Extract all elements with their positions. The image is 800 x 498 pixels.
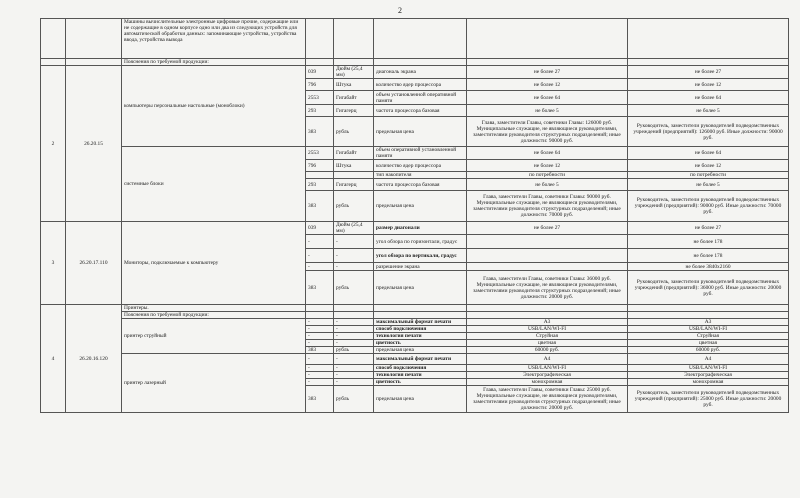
table-row: - - угол обзора по вертикали, градус не более 178	[41, 249, 789, 263]
table-row: 293 Гигагерц частота процессора базовая не более 5 не более 5	[41, 105, 789, 117]
table-row: 383 рубль предельная цена Глава, заместители Главы, советники Главы: 36000 руб. Муниципальные служащие, не являющиеся руководителями, заместителями руководителя структурных подразделений; иные должности: 20000 руб. Руководитель, заместители руководителей подведомственных учреждений (предприятий): 36000 руб. Иные должности: 20000 руб.	[41, 271, 789, 305]
group-number: 2	[41, 66, 66, 222]
table-row	[41, 312, 789, 319]
table-row: 3 26.20.17.110 Мониторы, подключаемые к компьютеру 039 Дюйм (25,4 мм) размер диагонали не более 27 не более 27	[41, 222, 789, 235]
okpd-code: 26.20.16.120	[66, 305, 122, 413]
table-row: - - цветность монохромная монохромная	[41, 379, 789, 386]
table-row: тип накопителя по потребности по потребности	[41, 172, 789, 179]
table-row: - - способ подключения USB/LAN/WI-FI USB/LAN/WI-FI	[41, 326, 789, 333]
table-row: - - угол обзора по горизонтали, градус не более 178	[41, 235, 789, 249]
printers-label: Принтеры.	[122, 305, 306, 312]
explanations-label: Пояснения по требуемой продукции:	[122, 59, 306, 66]
table-row: 796 Штука количество ядер процессора не более 12 не более 12	[41, 79, 789, 91]
machines-description: Машины вычислительные электронные цифровые прочие, содержащие или не содержащие в одном корпусе одно или два из следующих устройств для автоматической обработки данных: запоминающие устройства, устройства ввода, устройства вывода	[122, 19, 306, 59]
table-row: принтер лазерный - - максимальный формат печати А4 А4	[41, 354, 789, 365]
okpd-code: 26.20.17.110	[66, 222, 122, 305]
product-name: компьютеры персональные настольные (моноблоки)	[122, 66, 306, 147]
page-number: 2	[398, 6, 402, 15]
product-name: системные блоки	[122, 147, 306, 222]
product-name: принтер лазерный	[122, 354, 306, 413]
table-row: - - разрешение экрана не более 3840x2160	[41, 263, 789, 271]
group-number: 4	[41, 305, 66, 413]
table-row: 293 Гигагерц частота процессора базовая не более 5 не более 5	[41, 179, 789, 191]
group-number: 3	[41, 222, 66, 305]
okpd-code: 26.20.15	[66, 66, 122, 222]
table-row: принтер струйный - - максимальный формат печати А3 А3	[41, 319, 789, 326]
table-row: 383 рубль предельная цена Глава, заместители Главы, советники Главы: 126000 руб. Муниципальные служащие, не являющиеся руководителями, заместителями руководителя структурных подразделений; иные должности: 90000 руб. Руководитель, заместители руководителей подведомственных учреждений (предприятий): 126000 руб. Иные должности: 90000 руб.	[41, 117, 789, 147]
table-row: - - технология печати Струйная Струйная	[41, 333, 789, 340]
product-name: Мониторы, подключаемые к компьютеру	[122, 222, 306, 305]
table-row: - - способ подключения USB/LAN/WI-FI USB/LAN/WI-FI	[41, 365, 789, 372]
table-row: 383 рубль предельная цена 60000 руб. 60000 руб.	[41, 347, 789, 354]
table-row	[41, 305, 789, 312]
table-row: - - цветность цветная цветная	[41, 340, 789, 347]
table-row: системные блоки 2553 Гигабайт объем оперативной установленной памяти не более 64 не более 64	[41, 147, 789, 160]
specification-table	[40, 18, 789, 413]
table-row: 796 Штука количество ядер процессора не более 12 не более 12	[41, 160, 789, 172]
table-row: 383 рубль предельная цена Глава, заместители Главы, советники Главы: 25000 руб. Муниципальные служащие, не являющиеся руководителями, заместителями руководителя структурных подразделений; иные должности: 20000 руб. Руководитель, заместители руководителей подведомственных учреждений (предприятий): 25000 руб. Иные должности: 20000 руб.	[41, 386, 789, 413]
table-row: 2553 Гигабайт объем установленной оперативной памяти не более 64 не более 64	[41, 91, 789, 105]
table-row: 383 рубль предельная цена Глава, заместители Главы, советники Главы: 90000 руб. Муниципальные служащие, не являющиеся руководителями, заместителями руководителя структурных подразделений; иные должности: 70000 руб. Руководитель, заместители руководителей подведомственных учреждений (предприятий): 90000 руб. Иные должности: 70000 руб.	[41, 191, 789, 222]
explanations-label: Пояснения по требуемой продукции:	[122, 312, 306, 319]
table-row: - - технология печати Электрографическая Электрографическая	[41, 372, 789, 379]
table-row: 2 26.20.15 компьютеры персональные настольные (моноблоки) 039 Дюйм (25,4 мм) диагональ экрана не более 27 не более 27	[41, 66, 789, 79]
product-name: принтер струйный	[122, 319, 306, 354]
